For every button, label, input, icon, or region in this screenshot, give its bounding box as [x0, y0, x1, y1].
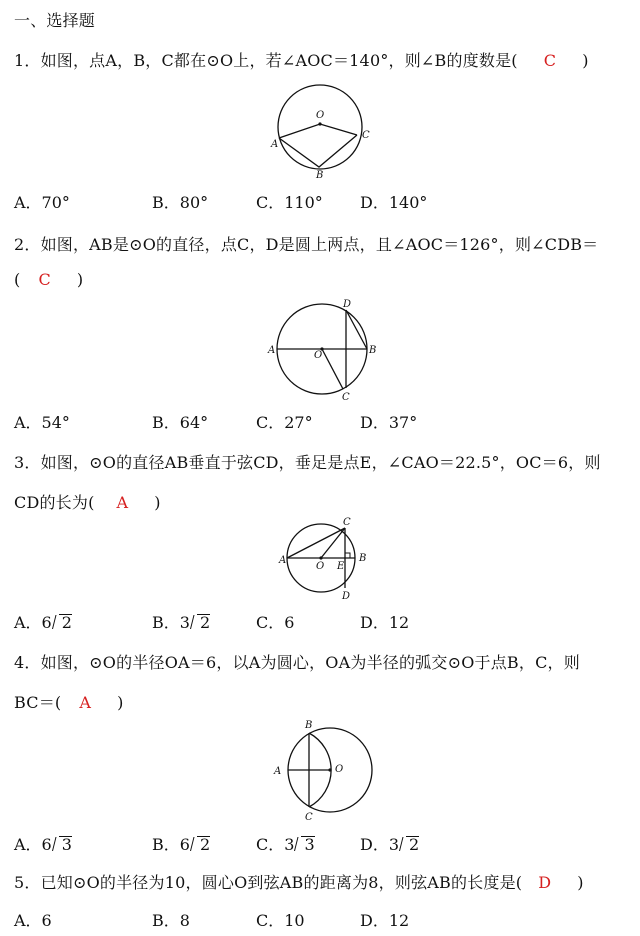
question-4-label-a: A — [274, 766, 282, 777]
option-3a-radical: 2 — [52, 613, 72, 632]
option-1a: A．70° — [14, 193, 70, 212]
option-4b — [152, 832, 210, 855]
question-3-stem-line1: 3．如图，⊙O的直径AB垂直于弦CD，垂足是点E，∠CAO＝22.5°，OC＝6，则 — [14, 453, 601, 472]
option-4c — [256, 832, 315, 855]
question-3-stem-line2 — [14, 490, 161, 513]
question-4-stem-line1: 4．如图，⊙O的半径OA＝6，以A为圆心，OA为半径的弧交⊙O于点B，C，则 — [14, 653, 580, 672]
question-4-close-paren: ) — [117, 693, 124, 712]
option-3b-prefix: B．3 — [152, 613, 190, 632]
option-4a-radical: 3 — [52, 835, 72, 854]
question-2-label-a: A — [268, 345, 276, 356]
question-2-stem-line1: 2．如图，AB是⊙O的直径，点C，D是圆上两点，且∠AOC＝126°，则∠CDB＝ — [14, 235, 599, 254]
question-2-answer: C — [38, 270, 51, 289]
question-4-stem-line2 — [14, 690, 124, 713]
question-3-text: CD的长为( — [14, 493, 95, 512]
question-1-label-o: O — [316, 110, 325, 121]
option-5b: B．8 — [152, 911, 190, 930]
option-5a: A．6 — [14, 911, 52, 930]
question-4-figure — [268, 716, 384, 824]
question-3-label-d: D — [342, 591, 351, 602]
option-4c-radical: 3 — [294, 835, 314, 854]
question-3-label-e: E — [337, 561, 345, 572]
option-3d: D．12 — [360, 613, 410, 632]
question-5-stem — [14, 870, 584, 893]
question-1-label-a: A — [271, 139, 279, 150]
question-1-label-c: C — [362, 130, 370, 141]
question-3-figure — [276, 516, 380, 602]
option-4d-prefix: D．3 — [360, 835, 400, 854]
question-2-label-b: B — [369, 345, 377, 356]
question-2-stem-line2 — [14, 270, 83, 289]
option-3a — [14, 610, 72, 633]
option-4a — [14, 832, 72, 855]
question-3-label-b: B — [359, 553, 367, 564]
option-1b: B．80° — [152, 193, 209, 212]
question-2-close-paren: ) — [76, 270, 84, 289]
question-4-label-o: O — [335, 764, 344, 775]
option-3a-prefix: A．6 — [14, 613, 52, 632]
question-5-close-paren: ) — [577, 873, 584, 892]
question-4-answer: A — [79, 693, 92, 712]
question-5-answer: D — [538, 873, 552, 892]
option-3b-radical: 2 — [190, 613, 210, 632]
option-4a-prefix: A．6 — [14, 835, 52, 854]
option-2c: C．27° — [256, 413, 313, 432]
question-1-text: 1．如图，点A，B，C都在⊙O上，若∠AOC＝140°，则∠B的度数是( — [14, 51, 518, 70]
question-2-open-paren: ( — [14, 270, 21, 289]
question-3-label-o: O — [316, 561, 325, 572]
question-1-close-paren: ) — [582, 51, 589, 70]
question-3-answer: A — [116, 493, 129, 512]
option-5d: D．12 — [360, 911, 410, 930]
option-2b: B．64° — [152, 413, 209, 432]
question-4-label-c: C — [305, 812, 313, 823]
option-2d: D．37° — [360, 413, 418, 432]
option-4b-radical: 2 — [190, 835, 210, 854]
option-3c: C．6 — [256, 613, 295, 632]
question-3-label-c: C — [343, 517, 351, 528]
option-4d — [360, 832, 419, 855]
section-title: 一、选择题 — [14, 11, 96, 30]
question-2-label-c: C — [342, 392, 350, 402]
option-4c-prefix: C．3 — [256, 835, 295, 854]
question-4-label-b: B — [305, 720, 313, 731]
question-4-text: BC＝( — [14, 693, 62, 712]
question-1-answer: C — [543, 51, 557, 70]
question-2-figure — [266, 296, 380, 402]
question-5-text: 5．已知⊙O的半径为10，圆心O到弦AB的距离为8，则弦AB的长度是( — [14, 873, 523, 892]
question-2-label-o: O — [314, 350, 323, 361]
option-2a: A．54° — [14, 413, 70, 432]
option-3b — [152, 610, 210, 633]
question-1-stem — [14, 48, 589, 71]
option-4d-radical: 2 — [399, 835, 419, 854]
option-1d: D．140° — [360, 193, 428, 212]
option-4b-prefix: B．6 — [152, 835, 190, 854]
question-3-close-paren: ) — [154, 493, 161, 512]
option-1c: C．110° — [256, 193, 323, 212]
question-3-label-a: A — [279, 555, 287, 566]
option-5c: C．10 — [256, 911, 305, 930]
question-1-label-b: B — [316, 170, 324, 180]
question-1-figure — [268, 78, 378, 180]
question-2-label-d: D — [343, 299, 352, 310]
